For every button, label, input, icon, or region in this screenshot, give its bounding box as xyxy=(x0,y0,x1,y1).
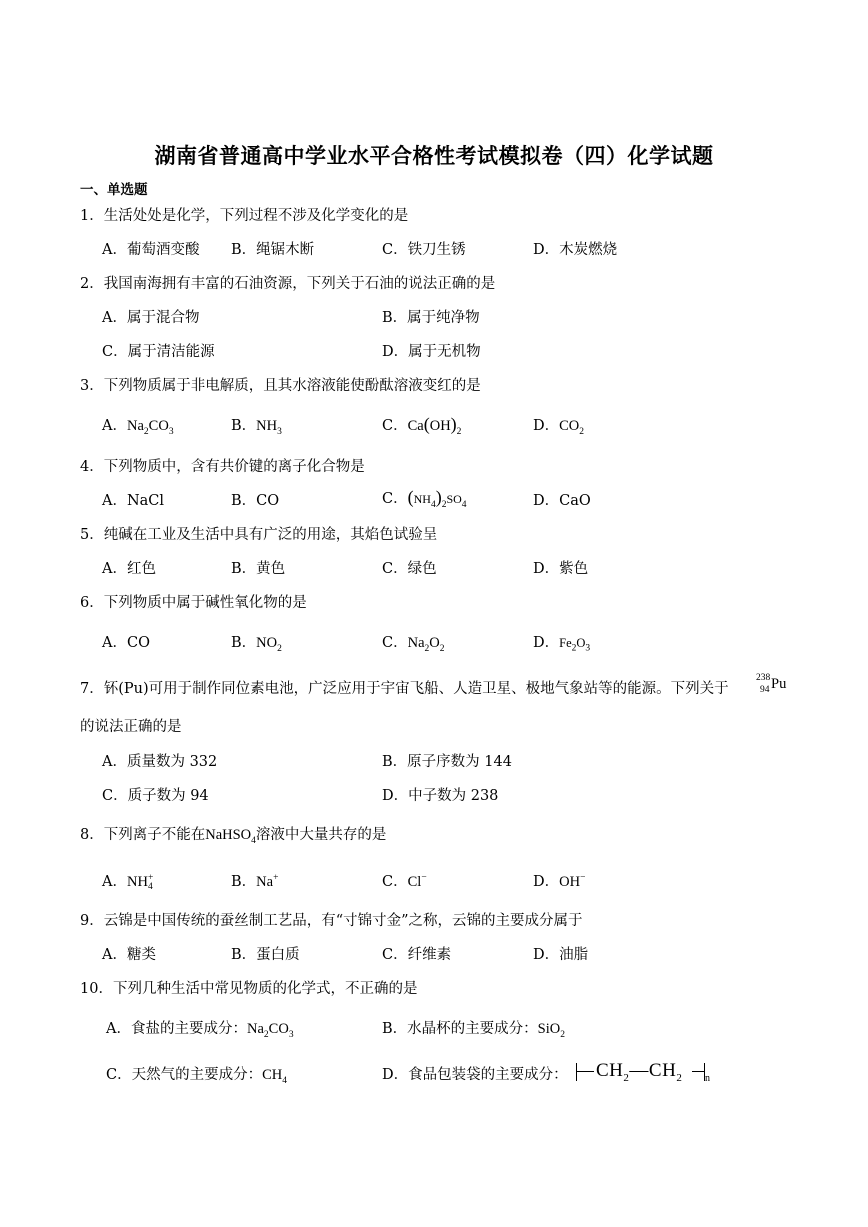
q4-option-b: B．CO xyxy=(231,493,280,509)
q1-option-c: C．铁刀生锈 xyxy=(382,242,466,258)
q4-option-d: D．CaO xyxy=(533,493,591,509)
ion-oh-minus: OH− xyxy=(559,873,586,890)
q6-option-c: C．$Na_2O_2$ xyxy=(382,635,445,654)
q9-option-c: C．纤维素 xyxy=(382,947,452,963)
q1-option-d: D．木炭燃烧 xyxy=(533,242,618,258)
formula-na2co3-b: $Na_2CO_3$ xyxy=(246,1021,294,1040)
q9-option-a: A．糖类 xyxy=(102,947,156,963)
q10-option-d: D．食品包装袋的主要成分： xyxy=(382,1067,568,1083)
q8-option-a: A．NH + 4 xyxy=(102,872,154,892)
q4-option-a: A．NaCl xyxy=(102,493,165,509)
q3-option-a: A．$Na_2CO_3$ xyxy=(102,418,174,437)
formula-nh4-2so4: $(NH_4)_2SO_4$ xyxy=(407,487,467,510)
question-7-stem-cont: 的说法正确的是 xyxy=(80,719,182,735)
formula-co2: $CO_2$ xyxy=(559,418,585,437)
q5-option-c: C．绿色 xyxy=(382,561,437,577)
q1-option-b: B．绳锯木断 xyxy=(231,242,315,258)
q2-option-d: D．属于无机物 xyxy=(382,344,481,360)
formula-nh3: $NH_3$ xyxy=(256,418,282,437)
formula-ch4: $CH_4$ xyxy=(262,1067,287,1086)
q7-option-b: B．原子序数为 144 xyxy=(382,754,512,770)
q3-option-b: B．$NH_3$ xyxy=(231,418,282,437)
q8-option-c: C．Cl− xyxy=(382,873,427,890)
question-4-stem: 4．下列物质中，含有共价键的离子化合物是 xyxy=(80,459,365,475)
formula-no2: $NO_2$ xyxy=(256,635,282,654)
q10-option-a: A．食盐的主要成分：$Na_2CO_3$ xyxy=(106,1021,294,1040)
question-3-stem: 3．下列物质属于非电解质，且其水溶液能使酚酞溶液变红的是 xyxy=(80,378,481,394)
question-7-stem: 7．钚(Pu)可用于制作同位素电池，广泛应用于宇宙飞船、人造卫星、极地气象站等的能源。下列关于 xyxy=(80,681,729,697)
formula-nahso4: NaHSO$_4$ xyxy=(205,827,256,846)
q7-option-a: A．质量数为 332 xyxy=(102,754,218,770)
formula-fe2o3: $Fe_2O_3$ xyxy=(559,636,591,654)
q5-option-b: B．黄色 xyxy=(231,561,286,577)
question-9-stem: 9．云锦是中国传统的蚕丝制工艺品，有“寸锦寸金”之称，云锦的主要成分属于 xyxy=(80,913,583,929)
question-10-stem: 10．下列几种生活中常见物质的化学式，不正确的是 xyxy=(80,981,418,997)
formula-na2o2: $Na_2O_2$ xyxy=(407,635,445,654)
ion-na-plus: Na+ xyxy=(256,873,279,890)
q4-option-c: C．$(NH_4)_2SO_4$ xyxy=(382,487,467,510)
question-5-stem: 5．纯碱在工业及生活中具有广泛的用途，其焰色试验呈 xyxy=(80,527,438,543)
q9-option-d: D．油脂 xyxy=(533,947,589,963)
q7-option-c: C．质子数为 94 xyxy=(102,788,209,804)
q9-option-b: B．蛋白质 xyxy=(231,947,300,963)
question-6-stem: 6．下列物质中属于碱性氧化物的是 xyxy=(80,595,307,611)
q2-option-c: C．属于清洁能源 xyxy=(102,344,215,360)
formula-caoh2: $Ca(OH)_2$ xyxy=(407,414,462,437)
q2-option-a: A．属于混合物 xyxy=(102,310,200,326)
q5-option-a: A．红色 xyxy=(102,561,156,577)
page-title: 湖南省普通高中学业水平合格性考试模拟卷（四）化学试题 xyxy=(154,144,714,168)
ion-nh4-plus: NH + 4 xyxy=(126,872,154,892)
question-2-stem: 2．我国南海拥有丰富的石油资源，下列关于石油的说法正确的是 xyxy=(80,276,496,292)
q10-option-c: C．天然气的主要成分：$CH_4$ xyxy=(106,1067,287,1086)
q2-option-b: B．属于纯净物 xyxy=(382,310,480,326)
q10-option-b: B．水晶杯的主要成分：SiO$_2$ xyxy=(382,1021,565,1040)
formula-na2co3: $Na_2CO_3$ xyxy=(126,418,174,437)
q6-option-d: D．$Fe_2O_3$ xyxy=(533,635,591,654)
q5-option-d: D．紫色 xyxy=(533,561,589,577)
q1-option-a: A．葡萄酒变酸 xyxy=(102,242,200,258)
q3-option-c: C．$Ca(OH)_2$ xyxy=(382,414,462,437)
formula-sio2: SiO$_2$ xyxy=(537,1021,565,1040)
q8-option-b: B．Na+ xyxy=(231,873,279,890)
question-8-stem: 8．下列离子不能在NaHSO$_4$溶液中大量共存的是 xyxy=(80,827,387,846)
question-1-stem: 1．生活处处是化学，下列过程不涉及化学变化的是 xyxy=(80,208,409,224)
q3-option-d: D．$CO_2$ xyxy=(533,418,585,437)
section-heading: 一、单选题 xyxy=(80,182,148,198)
q6-option-a: A．CO xyxy=(102,635,150,651)
q6-option-b: B．$NO_2$ xyxy=(231,635,282,654)
ion-cl-minus: Cl− xyxy=(407,873,427,890)
q8-option-d: D．OH− xyxy=(533,873,586,890)
q7-option-d: D．中子数为 238 xyxy=(382,788,499,804)
